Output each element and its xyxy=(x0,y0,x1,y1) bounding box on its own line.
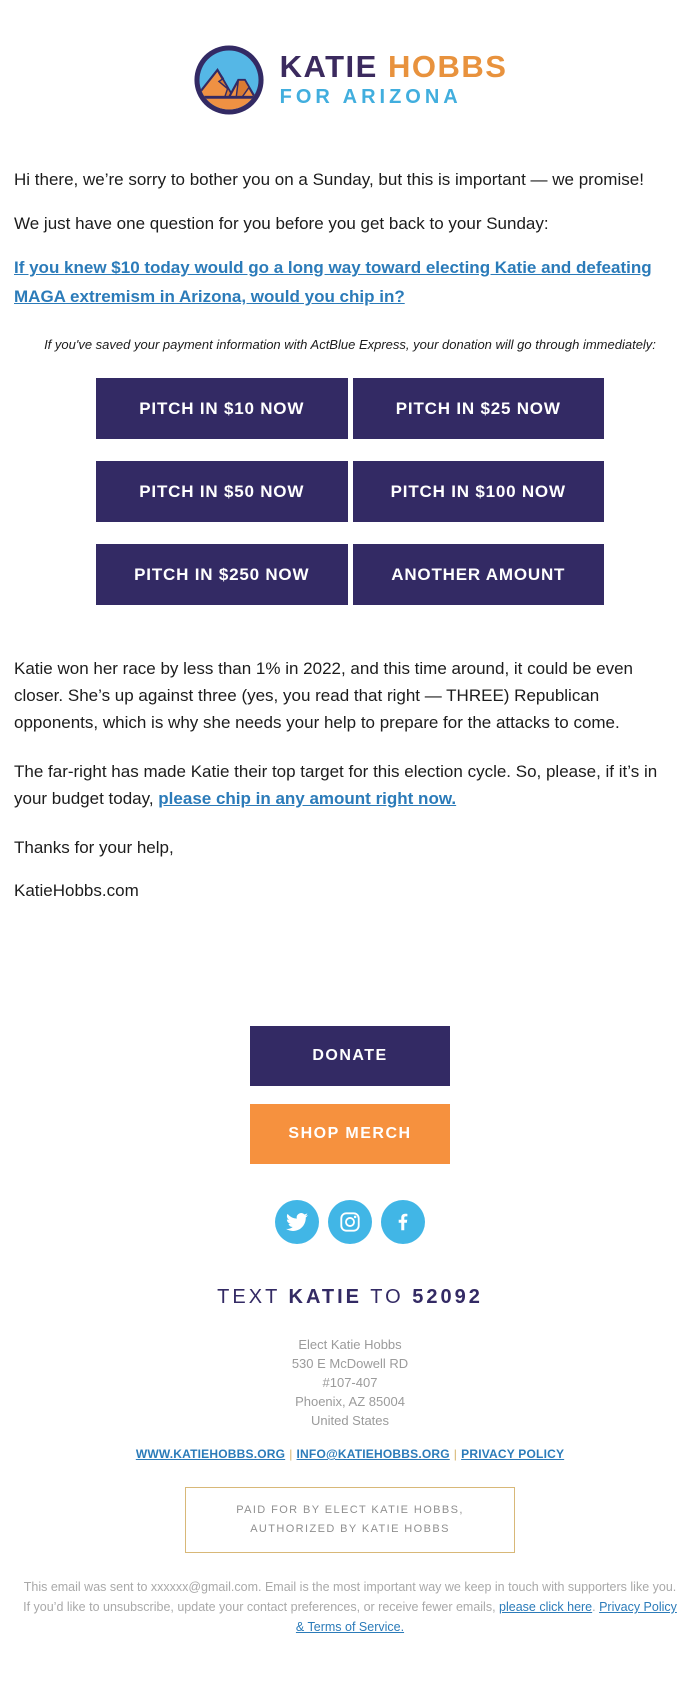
text-katie-word3: TO xyxy=(370,1286,404,1308)
social-icons-row xyxy=(0,1200,700,1244)
address-org: Elect Katie Hobbs xyxy=(298,1337,402,1352)
campaign-logo xyxy=(0,0,700,116)
text-katie-line xyxy=(0,1286,700,1309)
body-paragraph-target xyxy=(0,758,700,812)
fine-print-period: . xyxy=(592,1600,600,1614)
donation-button-grid xyxy=(96,378,604,605)
pitch-in-250-button[interactable]: PITCH IN $250 NOW xyxy=(96,544,348,605)
address-street: 530 E McDowell RD xyxy=(291,1356,409,1371)
footer-links-row xyxy=(0,1447,700,1461)
signoff-text: Thanks for your help, xyxy=(14,838,174,857)
logo-hobbs-text: HOBBS xyxy=(387,49,508,84)
body-paragraph-target-text: The far-right has made Katie their top target for this election cycle. So, please, if it’s in your budget today, xyxy=(14,762,658,808)
logo-katie-text: KATIE xyxy=(279,49,378,84)
email-contact-link[interactable]: INFO@KATIEHOBBS.ORG xyxy=(296,1447,450,1461)
logo-name xyxy=(280,51,508,82)
chip-in-any-amount-link[interactable]: please chip in any amount right now. xyxy=(158,789,457,808)
logo-tagline: FOR ARIZONA xyxy=(279,86,462,108)
privacy-policy-link[interactable]: PRIVACY POLICY xyxy=(461,1447,565,1461)
shop-merch-button[interactable]: SHOP MERCH xyxy=(250,1104,450,1164)
signature-text: KatieHobbs.com xyxy=(14,881,139,900)
text-katie-word1: TEXT xyxy=(217,1286,280,1308)
pitch-in-50-button[interactable]: PITCH IN $50 NOW xyxy=(96,461,348,522)
chip-in-question-link[interactable]: If you knew $10 today would go a long way toward electing Katie and defeating MAGA extremism in Arizona, would you chip in? xyxy=(14,258,652,306)
address-city: Phoenix, AZ 85004 xyxy=(295,1394,405,1409)
paid-for-line-1: PAID FOR BY ELECT KATIE HOBBS, xyxy=(236,1504,464,1516)
paid-for-disclaimer-box xyxy=(185,1487,515,1553)
link-separator: | xyxy=(453,1447,458,1461)
address-suite: #107-407 xyxy=(322,1375,378,1390)
twitter-icon[interactable] xyxy=(275,1200,319,1244)
link-separator: | xyxy=(289,1447,293,1461)
privacy-terms-link[interactable]: Privacy Policy & Terms of Service. xyxy=(295,1600,677,1634)
fine-print-text: This email was sent to xxxxxx@gmail.com. Email is the most important way we keep in touch with supporters like you. If you’d like to unsubscribe, update your contact preferences, or receive fewer emails, xyxy=(23,1580,677,1614)
paid-for-line-2: AUTHORIZED BY KATIE HOBBS xyxy=(250,1523,450,1535)
text-katie-keyword: KATIE xyxy=(288,1286,363,1308)
unsubscribe-link[interactable]: please click here xyxy=(499,1600,593,1614)
another-amount-button[interactable]: ANOTHER AMOUNT xyxy=(353,544,605,605)
body-paragraph-race: Katie won her race by less than 1% in 2022, and this time around, it could be even closer. She’s up against three (yes, you read that right — THREE) Republican opponents, which is why she needs your help to prepare for the attacks to come. xyxy=(14,659,633,732)
desert-badge-icon xyxy=(193,44,265,116)
logo-wordmark xyxy=(280,51,508,109)
mailing-address xyxy=(0,1335,700,1430)
donate-button[interactable]: DONATE xyxy=(250,1026,450,1086)
ask-paragraph xyxy=(0,253,700,311)
text-katie-number: 52092 xyxy=(412,1286,483,1308)
actblue-express-note: If you've saved your payment information with ActBlue Express, your donation will go through immediately: xyxy=(44,337,656,352)
pitch-in-25-button[interactable]: PITCH IN $25 NOW xyxy=(353,378,605,439)
intro-paragraph-2: We just have one question for you before you get back to your Sunday: xyxy=(14,214,549,233)
pitch-in-100-button[interactable]: PITCH IN $100 NOW xyxy=(353,461,605,522)
facebook-icon[interactable] xyxy=(381,1200,425,1244)
address-country: United States xyxy=(310,1413,390,1428)
fine-print xyxy=(20,1577,680,1637)
website-link[interactable]: WWW.KATIEHOBBS.ORG xyxy=(135,1447,286,1461)
pitch-in-10-button[interactable]: PITCH IN $10 NOW xyxy=(96,378,348,439)
intro-paragraph-1: Hi there, we’re sorry to bother you on a Sunday, but this is important — we promise! xyxy=(14,170,644,189)
instagram-icon[interactable] xyxy=(328,1200,372,1244)
